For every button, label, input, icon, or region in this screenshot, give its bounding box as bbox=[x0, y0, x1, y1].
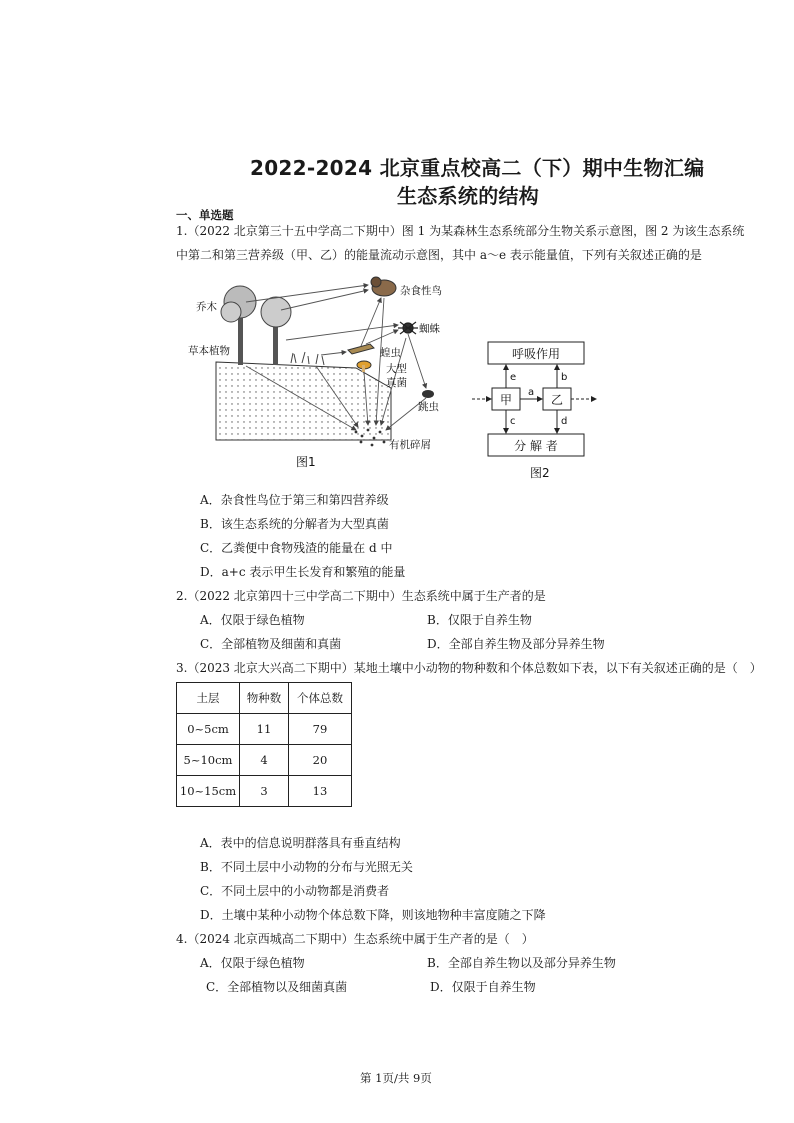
figure-2-energy-flow bbox=[470, 338, 605, 483]
respiration-label: 呼吸作用 bbox=[511, 347, 561, 361]
table-row bbox=[177, 714, 352, 745]
q1-option-d: D．a+c 表示甲生长发育和繁殖的能量 bbox=[200, 565, 406, 579]
q4-option-a: A．仅限于绿色植物 bbox=[200, 956, 305, 970]
arrow-label-e: e bbox=[510, 372, 517, 383]
arrow-label-d: d bbox=[561, 416, 568, 427]
q2-option-b: B．仅限于自养生物 bbox=[427, 613, 532, 627]
table-cell: 11 bbox=[240, 714, 289, 745]
q3-option-c: C．不同土层中的小动物都是消费者 bbox=[200, 884, 390, 898]
arrow-label-c: c bbox=[510, 416, 516, 427]
q1-option-c: C．乙粪便中食物残渣的能量在 d 中 bbox=[200, 541, 393, 555]
q4-option-d: D．仅限于自养生物 bbox=[430, 980, 536, 994]
label-bird: 杂食性鸟 bbox=[400, 285, 442, 297]
label-fungus-line2: 真菌 bbox=[386, 377, 407, 389]
table-cell: 79 bbox=[289, 714, 352, 745]
section-label: 一、单选题 bbox=[176, 208, 234, 222]
ground-slope bbox=[216, 362, 391, 440]
table-header-cell: 物种数 bbox=[240, 683, 289, 714]
q4-option-b: B．全部自养生物以及部分异养生物 bbox=[427, 956, 616, 970]
label-spider: 蜘蛛 bbox=[419, 323, 440, 335]
table-cell: 5~10cm bbox=[177, 745, 240, 776]
table-cell: 10~15cm bbox=[177, 776, 240, 807]
q1-option-b: B．该生态系统的分解者为大型真菌 bbox=[200, 517, 389, 531]
table-header-cell: 个体总数 bbox=[289, 683, 352, 714]
label-debris: 有机碎屑 bbox=[389, 439, 431, 451]
table-header-row bbox=[177, 683, 352, 714]
q1-option-a: A．杂食性鸟位于第三和第四营养级 bbox=[200, 493, 389, 507]
q3-option-b: B．不同土层中小动物的分布与光照无关 bbox=[200, 860, 413, 874]
table-cell: 3 bbox=[240, 776, 289, 807]
figure-1-caption: 图1 bbox=[296, 455, 316, 469]
q3-option-d: D．土壤中某种小动物个体总数下降，则该地物种丰富度随之下降 bbox=[200, 908, 546, 922]
table-cell: 13 bbox=[289, 776, 352, 807]
decomposer-label: 分 解 者 bbox=[514, 439, 558, 453]
table-cell: 20 bbox=[289, 745, 352, 776]
soil-animal-table bbox=[176, 682, 352, 807]
yi-label: 乙 bbox=[550, 393, 564, 407]
question-2-stem: 2.（2022 北京第四十三中学高二下期中）生态系统中属于生产者的是 bbox=[176, 589, 546, 603]
arrow-label-b: b bbox=[561, 372, 568, 383]
page-subtitle: 生态系统的结构 bbox=[397, 184, 540, 208]
springtail-icon bbox=[422, 390, 434, 398]
page-title: 2022-2024 北京重点校高二（下）期中生物汇编 bbox=[250, 156, 705, 180]
figure-2-caption: 图2 bbox=[530, 466, 550, 480]
label-tree: 乔木 bbox=[196, 301, 217, 313]
q2-option-d: D．全部自养生物及部分异养生物 bbox=[427, 637, 605, 651]
question-1-stem-line2: 中第二和第三营养级（甲、乙）的能量流动示意图，其中 a～e 表示能量值，下列有关叙述正确的是 bbox=[176, 248, 702, 262]
question-3-stem: 3.（2023 北京大兴高二下期中）某地土壤中小动物的物种数和个体总数如下表，以下有关叙述正确的是（ ） bbox=[176, 661, 762, 675]
table-cell: 0~5cm bbox=[177, 714, 240, 745]
q2-option-a: A．仅限于绿色植物 bbox=[200, 613, 305, 627]
question-4-stem: 4.（2024 北京西城高二下期中）生态系统中属于生产者的是（ ） bbox=[176, 932, 534, 946]
page-number: 第 1页/共 9页 bbox=[360, 1071, 432, 1085]
spider-icon bbox=[398, 322, 418, 334]
herb-icon bbox=[291, 352, 324, 365]
table-cell: 4 bbox=[240, 745, 289, 776]
label-locust: 蝗虫 bbox=[380, 347, 401, 359]
q4-option-c: C．全部植物以及细菌真菌 bbox=[206, 980, 348, 994]
table-row bbox=[177, 745, 352, 776]
table-header-cell: 土层 bbox=[177, 683, 240, 714]
figure-1-forest-diagram bbox=[176, 270, 466, 480]
question-1-stem-line1: 1.（2022 北京第三十五中学高二下期中）图 1 为某森林生态系统部分生物关系示意图，图 2 为该生态系统 bbox=[176, 224, 745, 238]
q3-option-a: A．表中的信息说明群落具有垂直结构 bbox=[200, 836, 401, 850]
arrow-label-a: a bbox=[528, 387, 535, 398]
label-fungus-line1: 大型 bbox=[386, 363, 407, 375]
q2-option-c: C．全部植物及细菌和真菌 bbox=[200, 637, 342, 651]
label-springtail: 跳虫 bbox=[418, 401, 439, 413]
label-herb: 草本植物 bbox=[188, 345, 230, 357]
jia-label: 甲 bbox=[499, 393, 513, 407]
table-row bbox=[177, 776, 352, 807]
tree-icon bbox=[221, 286, 291, 365]
bird-icon bbox=[371, 277, 396, 296]
